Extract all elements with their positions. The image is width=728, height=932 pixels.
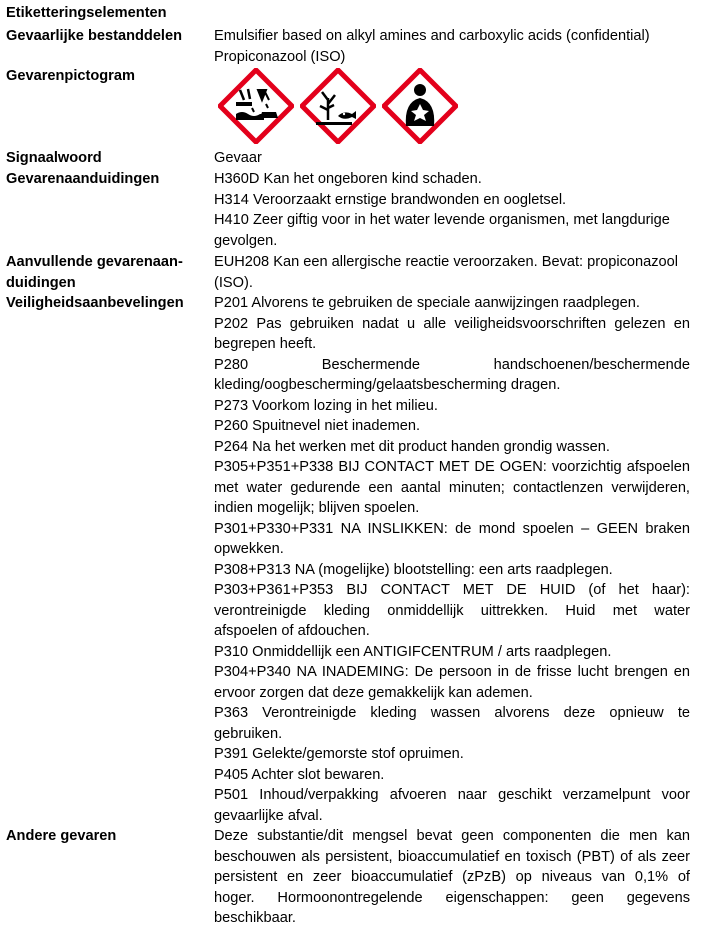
environment-icon — [300, 68, 376, 144]
precautionary-line: P363 Verontreinigde kleding wassen alvorens deze opnieuw te — [214, 705, 690, 721]
supplemental-line: (ISO). — [214, 274, 253, 291]
other-hazards-line: persistent en zeer bioaccumulatief (zPzB) op niveaus van 0,1% of — [214, 869, 690, 885]
signal-word-value: Gevaar — [214, 150, 262, 166]
corrosion-icon — [218, 68, 294, 144]
hazardous-ingredients-value — [214, 26, 690, 67]
other-hazards-line: beschouwen als persistent, bioaccumulatief en toxisch (PBT) of als zeer — [214, 848, 690, 865]
precautionary-list — [214, 293, 690, 826]
hazard-statements-label: Gevarenaanduidingen — [6, 171, 160, 187]
precautionary-line: P310 Onmiddellijk een ANTIGIFCENTRUM / arts raadplegen. — [214, 643, 612, 660]
supplemental-line: EUH208 Kan een allergische reactie veroorzaken. Bevat: propiconazool — [214, 254, 679, 270]
precautionary-line: P301+P330+P331 NA INSLIKKEN: de mond spoelen – GEEN braken — [214, 520, 690, 537]
other-hazards-line: Deze substantie/dit mengsel bevat geen componenten die men kan — [214, 828, 690, 844]
other-hazards-line: hoger. Hormoonontregelende eigenschappen: geen gegevens — [214, 889, 690, 906]
supplemental-label-line: Aanvullende gevarenaan- — [6, 254, 183, 270]
other-hazards-line: beschikbaar. — [214, 910, 296, 926]
precautionary-line: verontreinigde kleding onmiddellijk uittrekken. Huid met water — [214, 602, 690, 619]
precautionary-line: P304+P340 NA INADEMING: De persoon in de frisse lucht brengen en — [214, 664, 690, 680]
precautionary-line: P273 Voorkom lozing in het milieu. — [214, 397, 438, 414]
precautionary-line: P391 Gelekte/gemorste stof opruimen. — [214, 746, 464, 762]
hazard-statement: H360D Kan het ongeboren kind schaden. — [214, 171, 482, 187]
precautionary-line: begrepen heeft. — [214, 336, 317, 352]
precautionary-line: P201 Alvorens te gebruiken de speciale aanwijzingen raadplegen. — [214, 295, 640, 311]
ingredient-line: Propiconazool (ISO) — [214, 48, 346, 65]
hazard-statement: H410 Zeer giftig voor in het water levende organismen, met langdurige — [214, 212, 670, 228]
pictogram-label: Gevarenpictogram — [6, 68, 135, 84]
precautionary-line: P308+P313 NA (mogelijke) blootstelling: een arts raadplegen. — [214, 561, 613, 578]
precautionary-line: P264 Na het werken met dit product handen grondig wassen. — [214, 438, 610, 455]
hazard-statement: H314 Veroorzaakt ernstige brandwonden en oogletsel. — [214, 191, 567, 208]
health-hazard-icon — [382, 68, 458, 144]
pictogram-row — [218, 68, 458, 144]
supplemental-label — [6, 252, 206, 293]
hazardous-ingredients-label: Gevaarlijke bestanddelen — [6, 28, 183, 44]
precautionary-line: P303+P361+P353 BIJ CONTACT MET DE HUID (of het haar): — [214, 582, 690, 598]
precautionary-line: P501 Inhoud/verpakking afvoeren naar geschikt verzamelpunt voor — [214, 787, 690, 803]
precautionary-line: P202 Pas gebruiken nadat u alle veiligheidsvoorschriften gelezen en — [214, 315, 690, 332]
supplemental-value — [214, 252, 690, 293]
precautionary-line: P280 Beschermende handschoenen/beschermende — [214, 356, 690, 373]
precautionary-line: P405 Achter slot bewaren. — [214, 766, 385, 783]
ingredient-line: Emulsifier based on alkyl amines and carboxylic acids (confidential) — [214, 28, 650, 44]
precautionary-line: gevaarlijke afval. — [214, 807, 323, 824]
precautionary-line: opwekken. — [214, 541, 284, 557]
precautionary-line: P305+P351+P338 BIJ CONTACT MET DE OGEN: voorzichtig afspoelen — [214, 459, 690, 475]
precautionary-line: kleding/oogbescherming/gelaatsbescherming dragen. — [214, 377, 561, 393]
supplemental-label-line: duidingen — [6, 274, 76, 291]
signal-word-label: Signaalwoord — [6, 150, 102, 166]
section-title: Etiketteringselementen — [6, 5, 167, 21]
precautionary-label: Veiligheidsaanbevelingen — [6, 295, 184, 311]
other-hazards-label: Andere gevaren — [6, 828, 117, 844]
hazard-statements-list — [214, 169, 690, 251]
precautionary-line: P260 Spuitnevel niet inademen. — [214, 418, 421, 434]
precautionary-line: gebruiken. — [214, 725, 283, 742]
precautionary-line: indien mogelijk; blijven spoelen. — [214, 500, 420, 516]
hazard-statement: gevolgen. — [214, 232, 278, 249]
precautionary-line: ervoor zorgen dat deze gemakkelijk kan ademen. — [214, 684, 533, 701]
other-hazards-value — [214, 826, 690, 929]
precautionary-line: afspoelen of afdouchen. — [214, 623, 370, 639]
precautionary-line: met water gedurende een aantal minuten; contactlenzen verwijderen, — [214, 479, 690, 496]
